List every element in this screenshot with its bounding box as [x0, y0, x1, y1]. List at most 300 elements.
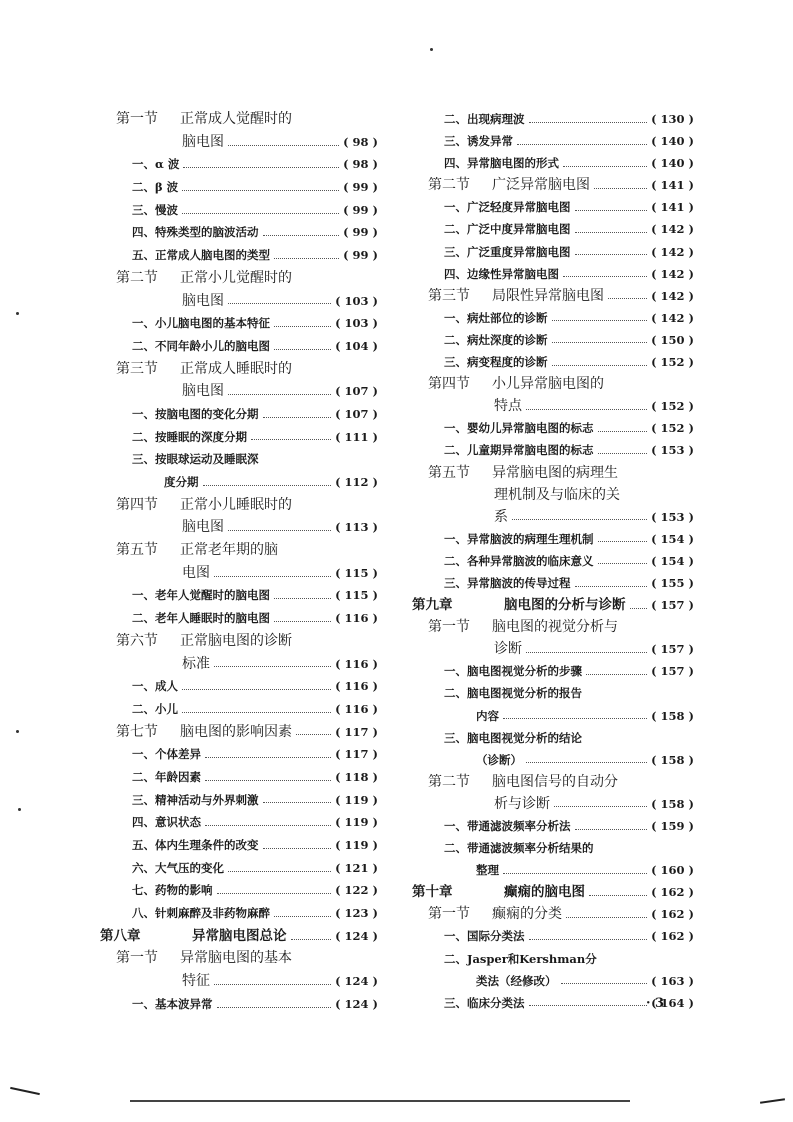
scan-edge-mark	[10, 1087, 40, 1095]
scan-edge-mark	[130, 1100, 630, 1102]
toc-entry-text: 异常脑电图的基本	[180, 950, 292, 967]
toc-item-row[interactable]	[412, 572, 694, 594]
toc-entry-text: 二、广泛中度异常脑电图	[444, 222, 571, 237]
toc-entry-title	[132, 584, 270, 607]
toc-entry-title	[132, 698, 178, 721]
toc-entry-title	[132, 199, 178, 222]
toc-entry-label: 第四节	[116, 496, 158, 513]
toc-item-row[interactable]	[100, 902, 378, 925]
toc-section-row[interactable]	[100, 630, 378, 653]
toc-item-row[interactable]	[100, 335, 378, 358]
leader-dots	[274, 326, 331, 327]
toc-item-row[interactable]	[412, 307, 694, 329]
toc-page-number: ( 163 )	[651, 970, 694, 992]
toc-entry-title	[132, 153, 179, 176]
toc-entry-title	[444, 218, 571, 240]
leader-dots	[251, 439, 331, 440]
leader-dots	[205, 757, 331, 758]
toc-entry-text: 二、带通滤波频率分析结果的	[444, 841, 594, 856]
toc-page-number: ( 158 )	[651, 793, 694, 815]
toc-continuation-row	[412, 970, 694, 992]
toc-entry-title	[116, 108, 292, 131]
toc-entry-text: 小儿异常脑电图的	[492, 376, 604, 393]
toc-item-row[interactable]	[412, 130, 694, 152]
toc-entry-label: 第八章	[100, 927, 141, 944]
leader-dots	[183, 167, 339, 168]
toc-entry-text: 一、按脑电图的变化分期	[132, 406, 259, 421]
toc-item-row[interactable]	[100, 448, 378, 471]
leader-dots	[512, 519, 647, 520]
toc-item-row[interactable]	[100, 153, 378, 176]
toc-item-row[interactable]	[100, 403, 378, 426]
toc-item-row[interactable]	[100, 176, 378, 199]
toc-entry-text: 正常老年期的脑	[180, 542, 278, 559]
toc-entry-text: 二、病灶深度的诊断	[444, 332, 548, 347]
toc-section-row[interactable]	[100, 539, 378, 562]
toc-entry-title	[444, 130, 513, 152]
toc-entry-title	[132, 857, 224, 880]
toc-entry-text-continued: 内容	[476, 708, 499, 723]
toc-section-row[interactable]	[412, 174, 694, 196]
leader-dots	[598, 453, 648, 454]
toc-section-row[interactable]	[100, 721, 378, 744]
toc-entry-label: 第九章	[412, 597, 453, 614]
toc-page-number: ( 142 )	[651, 285, 694, 307]
toc-item-row[interactable]	[412, 925, 694, 947]
toc-column-left	[100, 108, 378, 1016]
leader-dots	[563, 166, 647, 167]
toc-page-number: ( 153 )	[651, 439, 694, 461]
toc-entry-title	[444, 528, 594, 550]
leader-dots	[228, 394, 331, 395]
toc-entry-text-continued: 脑电图	[182, 383, 224, 400]
toc-entry-title	[428, 373, 604, 395]
toc-section-row[interactable]	[100, 267, 378, 290]
toc-entry-title	[428, 771, 618, 793]
toc-entry-label: 第三节	[116, 360, 158, 377]
toc-page-number: ( 115 )	[335, 562, 378, 585]
leader-dots	[228, 871, 331, 872]
toc-entry-text: 三、精神活动与外界刺激	[132, 792, 259, 807]
toc-item-row[interactable]	[100, 584, 378, 607]
toc-section-row[interactable]	[412, 373, 694, 395]
toc-entry-text: 一、病灶部位的诊断	[444, 310, 548, 325]
toc-entry-title	[444, 660, 582, 682]
toc-entry-text-continued: 理机制及与临床的关	[494, 486, 620, 503]
leader-dots	[598, 541, 648, 542]
toc-page-number: ( 124 )	[335, 970, 378, 993]
toc-item-row[interactable]	[412, 837, 694, 859]
toc-item-row[interactable]	[100, 312, 378, 335]
leader-dots	[503, 718, 647, 719]
toc-entry-text: 正常成人觉醒时的	[180, 111, 292, 127]
toc-item-row[interactable]	[100, 766, 378, 789]
toc-entry-text: 脑电图信号的自动分	[492, 773, 618, 790]
toc-entry-text: 一、异常脑波的病理生理机制	[444, 531, 594, 546]
toc-item-row[interactable]	[100, 811, 378, 834]
toc-entry-title	[444, 992, 525, 1014]
toc-item-row[interactable]	[412, 815, 694, 837]
leader-dots	[529, 1005, 648, 1006]
toc-page-number: ( 158 )	[651, 705, 694, 727]
toc-entry-title	[444, 948, 597, 970]
toc-entry-label: 第二节	[428, 773, 470, 790]
toc-entry-text: 二、老年人睡眠时的脑电图	[132, 611, 270, 626]
toc-entry-title	[132, 335, 270, 358]
toc-entry-text-continued: 类法（经修改）	[476, 973, 557, 988]
toc-page-number: ( 154 )	[651, 550, 694, 572]
toc-column-right	[412, 108, 694, 1014]
toc-item-row[interactable]	[412, 727, 694, 749]
toc-entry-label: 第一节	[428, 619, 470, 636]
toc-entry-title	[116, 630, 292, 653]
toc-item-row[interactable]	[100, 879, 378, 902]
toc-entry-text-continued: 度分期	[164, 475, 199, 489]
toc-page-number: ( 98 )	[343, 153, 378, 176]
toc-page-number: ( 153 )	[651, 506, 694, 528]
toc-entry-text-continued: 脑电图	[182, 133, 224, 150]
toc-entry-text: 二、Jasper和Kershman分	[444, 951, 597, 966]
toc-page-number: ( 142 )	[651, 307, 694, 329]
toc-entry-text: 二、小儿	[132, 701, 178, 716]
toc-continuation-row	[412, 395, 694, 417]
toc-entry-text: 三、病变程度的诊断	[444, 355, 548, 370]
toc-entry-title	[132, 675, 178, 698]
toc-entry-label: 第一节	[116, 111, 158, 127]
toc-entry-title	[428, 462, 618, 484]
toc-entry-label: 第二节	[116, 269, 158, 286]
toc-page-number: ( 116 )	[335, 653, 378, 676]
toc-entry-title	[132, 607, 270, 630]
toc-entry-text: 一、脑电图视觉分析的步骤	[444, 664, 582, 679]
toc-entry-text: 三、广泛重度异常脑电图	[444, 244, 571, 259]
leader-dots	[214, 984, 331, 985]
toc-page-number: ( 124 )	[335, 993, 378, 1016]
leader-dots	[205, 780, 331, 781]
toc-entry-text: 三、慢波	[132, 202, 178, 217]
toc-entry-label: 第一节	[428, 906, 470, 923]
toc-continuation-row	[100, 131, 378, 154]
toc-entry-text-continued: 脑电图	[182, 519, 224, 536]
toc-page-number: ( 140 )	[651, 130, 694, 152]
toc-chapter-row[interactable]	[412, 881, 694, 903]
toc-entry-text-continued: 标准	[182, 655, 210, 672]
toc-section-row[interactable]	[412, 285, 694, 307]
toc-page-number: ( 119 )	[335, 834, 378, 857]
leader-dots	[228, 145, 339, 146]
scan-speck	[16, 730, 19, 733]
toc-section-row[interactable]	[412, 771, 694, 793]
toc-entry-title	[444, 837, 594, 859]
toc-entry-title	[444, 351, 548, 373]
toc-entry-title	[444, 682, 582, 704]
toc-entry-text: 局限性异常脑电图	[492, 287, 604, 304]
toc-item-row[interactable]	[412, 948, 694, 970]
leader-dots	[630, 608, 648, 609]
toc-page-number: ( 152 )	[651, 417, 694, 439]
leader-dots	[214, 576, 331, 577]
toc-entry-text: 正常小儿睡眠时的	[180, 496, 292, 513]
toc-entry-text: 一、广泛轻度异常脑电图	[444, 200, 571, 215]
toc-entry-text-continued: （诊断）	[476, 752, 522, 767]
toc-entry-title	[444, 572, 571, 594]
leader-dots	[575, 829, 648, 830]
toc-entry-text: 七、药物的影响	[132, 883, 213, 898]
toc-item-row[interactable]	[412, 528, 694, 550]
toc-entry-title	[444, 417, 594, 439]
toc-section-row[interactable]	[412, 903, 694, 925]
toc-entry-text-continued: 析与诊断	[494, 795, 550, 812]
toc-entry-text: 五、体内生理条件的改变	[132, 838, 259, 852]
toc-continuation-row	[412, 749, 694, 771]
toc-entry-text-continued: 诊断	[494, 641, 522, 658]
toc-continuation-row	[412, 705, 694, 727]
leader-dots	[214, 666, 331, 667]
toc-entry-title	[444, 550, 594, 572]
toc-item-row[interactable]	[100, 221, 378, 244]
toc-entry-title	[428, 616, 618, 638]
toc-continuation-row	[412, 859, 694, 881]
toc-item-row[interactable]	[412, 439, 694, 461]
leader-dots	[291, 939, 332, 940]
toc-entry-title	[444, 196, 571, 218]
toc-item-row[interactable]	[412, 218, 694, 240]
toc-page-number: ( 154 )	[651, 528, 694, 550]
toc-entry-text: 六、大气压的变化	[132, 860, 224, 875]
toc-page-number: ( 159 )	[651, 815, 694, 837]
toc-entry-title	[428, 174, 590, 196]
toc-page-number: ( 140 )	[651, 152, 694, 174]
toc-page-number: ( 155 )	[651, 572, 694, 594]
toc-entry-text: 八、针刺麻醉及非药物麻醉	[132, 906, 270, 921]
toc-page-number: ( 142 )	[651, 263, 694, 285]
toc-entry-title	[444, 241, 571, 263]
leader-dots	[598, 431, 648, 432]
toc-entry-title	[444, 263, 559, 285]
toc-entry-title	[428, 903, 562, 925]
toc-entry-title	[132, 244, 270, 267]
toc-section-row[interactable]	[100, 947, 378, 970]
leader-dots	[182, 190, 339, 191]
toc-entry-text: 四、意识状态	[132, 815, 201, 830]
toc-entry-text: 二、儿童期异常脑电图的标志	[444, 443, 594, 458]
toc-item-row[interactable]	[412, 152, 694, 174]
leader-dots	[274, 916, 331, 917]
toc-entry-title	[116, 267, 292, 290]
toc-entry-title	[132, 221, 259, 244]
toc-continuation-row	[100, 516, 378, 539]
scan-speck	[18, 808, 21, 811]
toc-section-row[interactable]	[100, 358, 378, 381]
leader-dots	[575, 254, 648, 255]
toc-item-row[interactable]	[100, 698, 378, 721]
toc-entry-text: 二、β 波	[132, 180, 179, 195]
toc-page-number: ( 116 )	[335, 675, 378, 698]
toc-entry-title	[428, 285, 604, 307]
toc-entry-text: 正常小儿觉醒时的	[180, 269, 292, 286]
toc-entry-title	[116, 358, 292, 381]
scan-edge-mark	[760, 1098, 785, 1103]
toc-page-number: ( 112 )	[335, 471, 378, 494]
toc-item-row[interactable]	[412, 351, 694, 373]
toc-page-number: ( 162 )	[651, 881, 694, 903]
toc-entry-title	[132, 789, 259, 812]
toc-entry-text-continued: 电图	[182, 564, 210, 581]
toc-item-row[interactable]	[100, 426, 378, 449]
toc-entry-text-continued: 整理	[476, 863, 499, 878]
toc-item-row[interactable]	[100, 789, 378, 812]
toc-page-number: ( 103 )	[335, 290, 378, 313]
toc-page-number: ( 119 )	[335, 789, 378, 812]
toc-item-row[interactable]	[412, 241, 694, 263]
toc-entry-text: 脑电图的影响因素	[180, 723, 292, 740]
toc-entry-text: 一、婴幼儿异常脑电图的标志	[444, 421, 594, 436]
leader-dots	[274, 258, 339, 259]
leader-dots	[529, 122, 648, 123]
toc-entry-text: 五、正常成人脑电图的类型	[132, 248, 270, 263]
toc-entry-title	[116, 539, 278, 562]
toc-item-row[interactable]	[412, 660, 694, 682]
toc-entry-text: 四、特殊类型的脑波活动	[132, 225, 259, 240]
toc-entry-text: 三、脑电图视觉分析的结论	[444, 730, 582, 745]
toc-item-row[interactable]	[100, 675, 378, 698]
toc-item-row[interactable]	[412, 329, 694, 351]
toc-entry-text-continued: 特征	[182, 973, 210, 990]
toc-item-row[interactable]	[412, 417, 694, 439]
toc-entry-text: 三、临床分类法	[444, 995, 525, 1010]
toc-entry-text: 广泛异常脑电图	[492, 177, 590, 194]
toc-item-row[interactable]	[412, 263, 694, 285]
leader-dots	[552, 365, 648, 366]
toc-chapter-row[interactable]	[412, 594, 694, 616]
toc-page-number: ( 152 )	[651, 395, 694, 417]
toc-page-number: ( 104 )	[335, 335, 378, 358]
leader-dots	[575, 232, 648, 233]
leader-dots	[228, 530, 331, 531]
toc-entry-text: 一、个体差异	[132, 747, 201, 762]
toc-entry-title	[132, 448, 259, 471]
toc-entry-text: 二、出现病理波	[444, 112, 525, 126]
toc-page-number: ( 150 )	[651, 329, 694, 351]
toc-page-number: ( 141 )	[651, 196, 694, 218]
page-number: · 3	[646, 996, 665, 1011]
toc-item-row[interactable]	[412, 108, 694, 130]
toc-section-row[interactable]	[100, 494, 378, 517]
toc-page-number: ( 116 )	[335, 607, 378, 630]
leader-dots	[263, 235, 340, 236]
leader-dots	[217, 893, 332, 894]
leader-dots	[182, 213, 339, 214]
toc-item-row[interactable]	[100, 199, 378, 222]
toc-continuation-row	[412, 484, 694, 506]
toc-entry-text-continued: 特点	[494, 398, 522, 415]
toc-item-row[interactable]	[100, 857, 378, 880]
toc-entry-title	[132, 426, 247, 449]
toc-page-number: ( 164 )	[651, 992, 694, 1014]
toc-page-number: ( 122 )	[335, 879, 378, 902]
toc-item-row[interactable]	[100, 607, 378, 630]
toc-page-number: ( 121 )	[335, 857, 378, 880]
toc-page-number: ( 124 )	[335, 925, 378, 948]
toc-item-row[interactable]	[100, 834, 378, 857]
toc-page-number: ( 141 )	[651, 174, 694, 196]
toc-entry-text: 一、带通滤波频率分析法	[444, 819, 571, 833]
leader-dots	[526, 652, 647, 653]
toc-chapter-row[interactable]	[100, 925, 378, 948]
leader-dots	[552, 342, 648, 343]
scan-speck	[16, 312, 19, 315]
toc-page-number: ( 160 )	[651, 859, 694, 881]
toc-continuation-row	[100, 380, 378, 403]
toc-page-number: ( 117 )	[335, 721, 378, 744]
toc-entry-title	[444, 439, 594, 461]
leader-dots	[274, 598, 331, 599]
toc-entry-title	[412, 881, 585, 903]
leader-dots	[594, 188, 647, 189]
toc-continuation-row	[100, 471, 378, 494]
toc-entry-text: 异常脑电图的病理生	[492, 464, 618, 481]
toc-entry-text: 脑电图的分析与诊断	[504, 597, 626, 614]
leader-dots	[598, 563, 648, 564]
toc-entry-text-continued: 脑电图	[182, 292, 224, 309]
toc-item-row[interactable]	[412, 196, 694, 218]
toc-entry-title	[116, 494, 292, 517]
toc-entry-text: 一、成人	[132, 679, 178, 694]
toc-entry-title	[444, 727, 582, 749]
toc-entry-title	[444, 152, 559, 174]
toc-page-number: ( 152 )	[651, 351, 694, 373]
toc-page-number: ( 157 )	[651, 660, 694, 682]
toc-entry-text: 二、不同年龄小儿的脑电图	[132, 338, 270, 353]
toc-entry-title	[116, 947, 292, 970]
toc-page-number: ( 113 )	[335, 516, 378, 539]
toc-entry-text: 三、诱发异常	[444, 134, 513, 149]
leader-dots	[228, 303, 331, 304]
toc-entry-text: 四、异常脑电图的形式	[444, 156, 559, 171]
toc-item-row[interactable]	[412, 682, 694, 704]
toc-page-number: ( 157 )	[651, 594, 694, 616]
toc-entry-title	[100, 925, 287, 948]
leader-dots	[586, 674, 647, 675]
leader-dots	[529, 939, 648, 940]
leader-dots	[526, 762, 647, 763]
toc-entry-text: 一、国际分类法	[444, 929, 525, 944]
toc-item-row[interactable]	[100, 993, 378, 1016]
toc-page-number: ( 116 )	[335, 698, 378, 721]
toc-item-row[interactable]	[412, 550, 694, 572]
toc-entry-title	[132, 993, 213, 1016]
toc-item-row[interactable]	[100, 743, 378, 766]
toc-item-row[interactable]	[100, 244, 378, 267]
scan-speck	[430, 48, 433, 51]
toc-entry-label: 第二节	[428, 177, 470, 194]
toc-entry-text-continued: 系	[494, 508, 508, 525]
toc-page-number: ( 107 )	[335, 380, 378, 403]
toc-entry-title	[132, 811, 201, 834]
toc-entry-title	[444, 108, 525, 130]
toc-section-row[interactable]	[412, 616, 694, 638]
leader-dots	[274, 349, 331, 350]
leader-dots	[205, 825, 331, 826]
toc-continuation-row	[412, 638, 694, 660]
toc-entry-text: 癫痫的脑电图	[504, 884, 585, 901]
toc-page-number: ( 130 )	[651, 108, 694, 130]
toc-section-row[interactable]	[100, 108, 378, 131]
toc-section-row[interactable]	[412, 462, 694, 484]
toc-continuation-row	[100, 970, 378, 993]
leader-dots	[503, 873, 647, 874]
toc-entry-title	[412, 594, 626, 616]
